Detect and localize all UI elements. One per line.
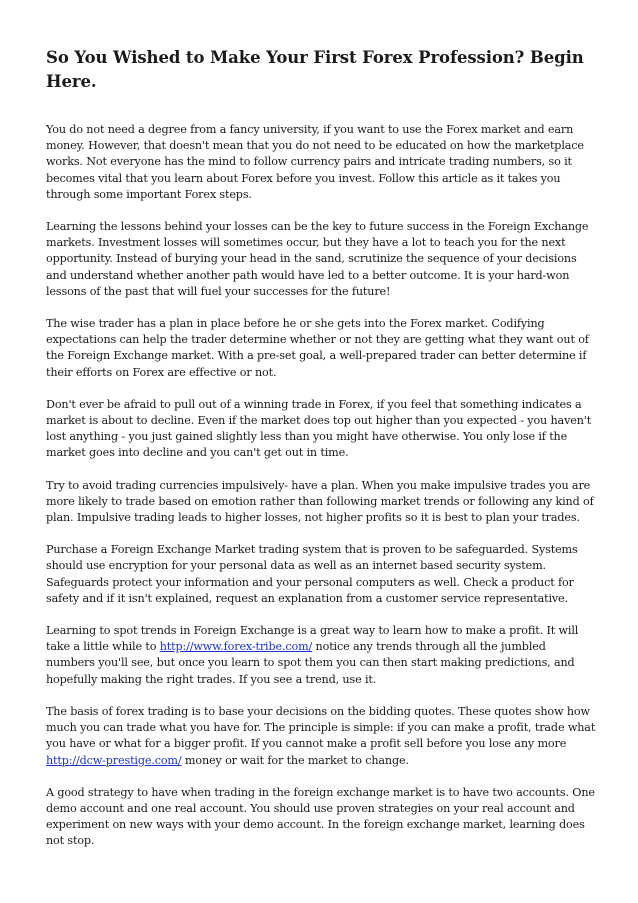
dcw-prestige-link[interactable]: http://dcw-prestige.com/ [46, 753, 182, 767]
paragraph-bidding-before: The basis of forex trading is to base your decisions on the bidding quotes. These quotes show how much you can trade what you have for. The principle is simple: if you can make a profit, trade what you have or what for a bigger profit. If you cannot make a profit sell before you lose any more [46, 704, 596, 751]
paragraph-impulsive: Try to avoid trading currencies impulsively- have a plan. When you make impulsive trades you are more likely to trade based on emotion rather than following market trends or following any kind of plan. Impulsive trading leads to higher losses, not higher profits so it is best to plan your trades. [46, 478, 594, 525]
paragraph-trends [46, 623, 596, 688]
document-page [46, 46, 596, 866]
paragraph-winning-trade: Don't ever be afraid to pull out of a winning trade in Forex, if you feel that something indicates a market is about to decline. Even if the market does top out higher than you expected - you haven't lost anything - you just gained slightly less than you might have otherwise. You only lose if the market goes into decline and you can't get out in time. [46, 397, 592, 460]
paragraph-bidding-after: money or wait for the market to change. [181, 753, 409, 767]
article-title: So You Wished to Make Your First Forex Profession? Begin Here. [46, 48, 584, 91]
paragraph-trading-system: Purchase a Foreign Exchange Market trading system that is proven to be safeguarded. Systems should use encryption for your personal data as well as an internet based security system. Safeguards protect your information and your personal computers as well. Check a product for safety and if it isn't explained, request an explanation from a customer service representative. [46, 543, 578, 605]
paragraph-trends-before: Learning to spot trends in Foreign Exchange is a great way to learn how to make a profit. It will take a little while to [46, 624, 579, 654]
paragraph-losses: Learning the lessons behind your losses can be the key to future success in the Foreign Exchange markets. Investment losses will sometimes occur, but they have a lot to teach you for the next opportunity. Instead of burying your head in the sand, scrutinize the sequence of your decisions and understand whether another path would have led to a better outcome. It is your hard-won lessons of the past that will fuel your successes for the future! [46, 220, 589, 298]
paragraph-intro: You do not need a degree from a fancy university, if you want to use the Forex market and earn money. However, that doesn't mean that you do not need to be educated on how the marketplace works. Not everyone has the mind to follow currency pairs and intricate trading numbers, so it becomes vital that you learn about Forex before you invest. Follow this article as it takes you through some important Forex steps. [46, 123, 584, 201]
paragraph-trends-after: notice any trends through all the jumbled numbers you'll see, but once you learn to spot them you can then start making predictions, and hopefully making the right trades. If you see a trend, use it. [46, 640, 575, 686]
forex-tribe-link[interactable]: http://www.forex-tribe.com/ [159, 640, 313, 654]
paragraph-bidding-quotes [46, 704, 596, 769]
paragraph-two-accounts: A good strategy to have when trading in the foreign exchange market is to have two accounts. One demo account and one real account. You should use proven strategies on your real account and experiment on new ways with your demo account. In the foreign exchange market, learning does not stop. [46, 785, 595, 848]
paragraph-plan: The wise trader has a plan in place before he or she gets into the Forex market. Codifying expectations can help the trader determine whether or not they are getting what they want out of the Foreign Exchange market. With a pre-set goal, a well-prepared trader can better determine if their efforts on Forex are effective or not. [46, 317, 589, 379]
